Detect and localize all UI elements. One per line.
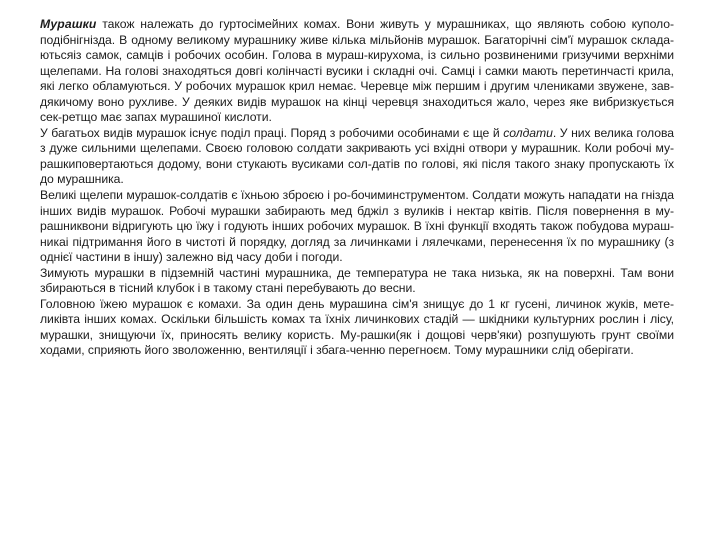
paragraph-wintering: Зимують мурашки в підземній частині мурашника, де температура не така низька, як на поверхні. Там вони збираються в тісний клубок і в такому стані перебувають до весни.: [40, 265, 674, 296]
paragraph-ants-overview-text: також належать до гуртосімейних комах. Вони живуть у мурашниках, що являють собою куполо-подібнігнізда. В одному великому мурашнику живе кілька мільйонів мурашок. Багаторічні сім'ї мурашок склада-ютьсяіз самок, самців і робочих особин. Голова в мураш-кирухома, із сильно розвиненими гризучими верхніми щелепами. На голові знаходяться довгі колінчасті вусики і складні очі. Самці і самки мають перетинчасті крила, які легко обламуються. У робочих мурашок крил немає. Черевце між першим і другим члениками звужене, зав-дякичому воно рухливе. У деяких видів мурашок на кінці черевця знаходиться жало, через яке вибризкується сек-ретщо має запах мурашиної кислоти.: [40, 17, 674, 125]
article-body: [40, 17, 674, 359]
term-ants: Мурашки: [40, 17, 97, 31]
paragraph-division-of-labor-before: У багатьох видів мурашок існує поділ праці. Поряд з робочими особинами є ще й: [40, 125, 504, 140]
paragraph-soldier-jaws: Великі щелепи мурашок-солдатів є їхньою зброєю і ро-бочиминструментом. Солдати можуть нападати на гнізда інших видів мурашок. Робочі мурашки забирають мед бджіл з вуликів і нектар квітів. Після повернення в му-рашниквони відригують цю їжу і годують інших робочих мурашок. В їхні функції входять також побудова мураш-никаі підтримання його в чистоті й порядку, догляд за личинками і лялечками, перенесення їх по мурашнику (з однієї частини в іншу) залежно від часу доби і погоди.: [40, 188, 674, 265]
term-soldiers: солдати: [503, 125, 553, 140]
paragraph-division-of-labor-after: . У них велика голова з дуже сильними щелепами. Своєю головою солдати закривають усі вхідні отвори у мурашник. Коли робочі му-рашкиповертаються додому, вони стукають вусиками сол-датів по голові, які після такого знаку пропускають їх до мурашника.: [40, 125, 675, 187]
paragraph-food: Головною їжею мурашок є комахи. За один день мурашина сім'я знищує до 1 кг гусені, личинок жуків, мете-ликівта інших комах. Оскільки більшість комах та їхніх личинкових стадій — шкідники культурних рослин і лісу, мурашки, знищуючи їх, приносять велику користь. Му-рашки(як і дощові черв'яки) розпушують грунт своїми ходами, сприяють його зволоженню, вентиляції і збага-ченню перегноєм. Тому мурашники слід оберігати.: [40, 296, 674, 358]
paragraph-ants-overview: [40, 17, 674, 126]
paragraph-division-of-labor: [40, 126, 674, 188]
